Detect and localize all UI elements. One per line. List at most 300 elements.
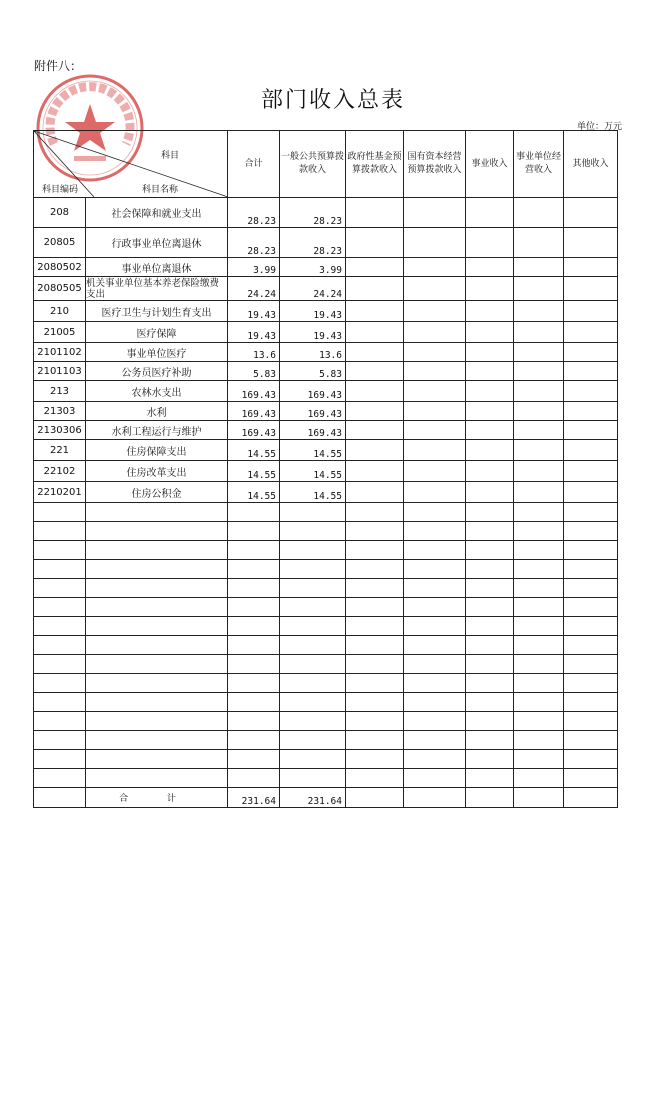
- empty-cell: [280, 750, 346, 769]
- empty-cell: [404, 522, 466, 541]
- empty-cell: [34, 731, 86, 750]
- empty-cell: [346, 712, 404, 731]
- empty-cell: [34, 769, 86, 788]
- total-amount-cell: 169.43: [228, 402, 280, 421]
- empty-cell: [228, 750, 280, 769]
- empty-cell: [404, 198, 466, 228]
- empty-table-row: [34, 674, 618, 693]
- empty-cell: [34, 503, 86, 522]
- empty-cell: [514, 343, 564, 362]
- general-budget-amount-cell: 19.43: [280, 301, 346, 322]
- empty-cell: [466, 579, 514, 598]
- empty-cell: [34, 693, 86, 712]
- business-income-header: 事业收入: [466, 131, 514, 198]
- table-row: [34, 421, 618, 440]
- empty-cell: [86, 579, 228, 598]
- subject-name-cell: 机关事业单位基本养老保险缴费支出: [86, 277, 228, 301]
- income-summary-table: [33, 130, 618, 808]
- empty-cell: [564, 750, 618, 769]
- empty-cell: [564, 381, 618, 402]
- empty-table-row: [34, 655, 618, 674]
- empty-cell: [404, 381, 466, 402]
- empty-cell: [86, 693, 228, 712]
- general-budget-amount-cell: 24.24: [280, 277, 346, 301]
- empty-cell: [564, 522, 618, 541]
- subject-name-cell: 住房公积金: [86, 482, 228, 503]
- empty-cell: [228, 541, 280, 560]
- empty-cell: [466, 712, 514, 731]
- empty-cell: [346, 421, 404, 440]
- total-amount-cell: 24.24: [228, 277, 280, 301]
- empty-cell: [466, 362, 514, 381]
- empty-cell: [514, 277, 564, 301]
- empty-cell: [346, 579, 404, 598]
- empty-cell: [34, 712, 86, 731]
- empty-cell: [280, 598, 346, 617]
- other-income-header: 其他收入: [564, 131, 618, 198]
- total-amount-cell: 14.55: [228, 440, 280, 461]
- empty-cell: [346, 461, 404, 482]
- empty-cell: [564, 636, 618, 655]
- empty-cell: [514, 750, 564, 769]
- empty-cell: [564, 482, 618, 503]
- empty-cell: [564, 322, 618, 343]
- general-budget-amount-cell: 5.83: [280, 362, 346, 381]
- empty-cell: [564, 503, 618, 522]
- empty-cell: [514, 788, 564, 808]
- empty-cell: [86, 655, 228, 674]
- empty-table-row: [34, 560, 618, 579]
- empty-cell: [86, 731, 228, 750]
- total-amount-cell: 5.83: [228, 362, 280, 381]
- empty-cell: [280, 560, 346, 579]
- subject-code-cell: 2080505: [34, 277, 86, 301]
- empty-cell: [346, 655, 404, 674]
- empty-cell: [466, 674, 514, 693]
- empty-cell: [514, 579, 564, 598]
- empty-cell: [404, 421, 466, 440]
- empty-cell: [34, 598, 86, 617]
- empty-cell: [466, 258, 514, 277]
- empty-cell: [404, 750, 466, 769]
- empty-cell: [564, 560, 618, 579]
- general-budget-amount-cell: 3.99: [280, 258, 346, 277]
- empty-cell: [564, 541, 618, 560]
- general-budget-amount-cell: 14.55: [280, 482, 346, 503]
- empty-cell: [346, 503, 404, 522]
- empty-cell: [34, 674, 86, 693]
- empty-cell: [404, 731, 466, 750]
- empty-cell: [346, 381, 404, 402]
- total-amount-cell: 28.23: [228, 198, 280, 228]
- empty-cell: [346, 277, 404, 301]
- empty-cell: [34, 560, 86, 579]
- empty-cell: [466, 402, 514, 421]
- page-title: 部门收入总表: [260, 88, 405, 113]
- general-budget-amount-cell: 28.23: [280, 198, 346, 228]
- table-row: [34, 482, 618, 503]
- empty-cell: [404, 655, 466, 674]
- empty-cell: [514, 598, 564, 617]
- empty-cell: [514, 228, 564, 258]
- empty-cell: [346, 788, 404, 808]
- total-amount-cell: 169.43: [228, 381, 280, 402]
- empty-cell: [228, 503, 280, 522]
- empty-cell: [346, 522, 404, 541]
- empty-cell: [466, 617, 514, 636]
- general-budget-amount-cell: 14.55: [280, 440, 346, 461]
- empty-cell: [514, 362, 564, 381]
- empty-table-row: [34, 712, 618, 731]
- empty-cell: [346, 440, 404, 461]
- empty-cell: [404, 228, 466, 258]
- table-row: [34, 301, 618, 322]
- empty-cell: [564, 693, 618, 712]
- empty-cell: [404, 693, 466, 712]
- empty-table-row: [34, 522, 618, 541]
- state-capital-header: 国有资本经营预算拨款收入: [404, 131, 466, 198]
- subject-code-cell: 20805: [34, 228, 86, 258]
- empty-cell: [564, 617, 618, 636]
- empty-cell: [346, 693, 404, 712]
- empty-cell: [346, 769, 404, 788]
- empty-cell: [466, 198, 514, 228]
- empty-cell: [514, 461, 564, 482]
- empty-cell: [404, 788, 466, 808]
- empty-cell: [404, 440, 466, 461]
- empty-cell: [86, 750, 228, 769]
- empty-table-row: [34, 541, 618, 560]
- total-amount-cell: 28.23: [228, 228, 280, 258]
- empty-cell: [514, 712, 564, 731]
- empty-cell: [466, 228, 514, 258]
- empty-cell: [514, 421, 564, 440]
- empty-cell: [564, 343, 618, 362]
- empty-cell: [564, 258, 618, 277]
- subject-code-cell: 2101103: [34, 362, 86, 381]
- empty-cell: [404, 402, 466, 421]
- table-row: [34, 343, 618, 362]
- empty-cell: [404, 769, 466, 788]
- general-budget-amount-cell: 13.6: [280, 343, 346, 362]
- table-row: [34, 198, 618, 228]
- general-budget-amount-cell: 19.43: [280, 322, 346, 343]
- empty-cell: [466, 440, 514, 461]
- empty-cell: [280, 579, 346, 598]
- empty-cell: [404, 343, 466, 362]
- empty-cell: [346, 560, 404, 579]
- empty-cell: [466, 560, 514, 579]
- empty-cell: [86, 617, 228, 636]
- table-row: [34, 402, 618, 421]
- subject-code-cell: 2130306: [34, 421, 86, 440]
- empty-cell: [86, 636, 228, 655]
- gov-fund-header: 政府性基金预算拨款收入: [346, 131, 404, 198]
- subject-name-cell: 住房改革支出: [86, 461, 228, 482]
- general-budget-amount-cell: 169.43: [280, 381, 346, 402]
- empty-cell: [564, 277, 618, 301]
- subject-header-cell: [34, 131, 228, 198]
- general-budget-amount-cell: 28.23: [280, 228, 346, 258]
- empty-cell: [280, 674, 346, 693]
- empty-cell: [86, 503, 228, 522]
- empty-cell: [346, 301, 404, 322]
- grand-general-total-cell: 231.64: [280, 788, 346, 808]
- empty-cell: [404, 301, 466, 322]
- empty-cell: [404, 560, 466, 579]
- total-header: 合计: [228, 131, 280, 198]
- total-amount-cell: 19.43: [228, 301, 280, 322]
- general-budget-amount-cell: 169.43: [280, 402, 346, 421]
- empty-cell: [346, 343, 404, 362]
- empty-cell: [228, 598, 280, 617]
- empty-cell: [466, 598, 514, 617]
- empty-cell: [514, 636, 564, 655]
- empty-cell: [228, 560, 280, 579]
- empty-cell: [404, 541, 466, 560]
- empty-cell: [404, 712, 466, 731]
- empty-cell: [564, 769, 618, 788]
- subject-code-cell: 2080502: [34, 258, 86, 277]
- total-amount-cell: 13.6: [228, 343, 280, 362]
- empty-cell: [466, 769, 514, 788]
- empty-cell: [346, 598, 404, 617]
- table-body: [34, 198, 618, 808]
- empty-cell: [228, 655, 280, 674]
- empty-cell: [564, 198, 618, 228]
- empty-cell: [514, 769, 564, 788]
- empty-cell: [466, 322, 514, 343]
- subject-name-cell: 水利: [86, 402, 228, 421]
- empty-cell: [346, 750, 404, 769]
- empty-cell: [466, 655, 514, 674]
- empty-table-row: [34, 636, 618, 655]
- empty-cell: [564, 402, 618, 421]
- empty-table-row: [34, 769, 618, 788]
- subject-name-cell: 住房保障支出: [86, 440, 228, 461]
- empty-cell: [514, 693, 564, 712]
- empty-cell: [280, 617, 346, 636]
- empty-cell: [514, 522, 564, 541]
- subject-name-cell: 公务员医疗补助: [86, 362, 228, 381]
- empty-cell: [404, 617, 466, 636]
- empty-cell: [34, 617, 86, 636]
- subject-name-cell: 医疗保障: [86, 322, 228, 343]
- empty-cell: [86, 522, 228, 541]
- empty-cell: [404, 362, 466, 381]
- empty-cell: [514, 322, 564, 343]
- empty-cell: [514, 655, 564, 674]
- empty-cell: [564, 655, 618, 674]
- table-row: [34, 362, 618, 381]
- empty-cell: [564, 598, 618, 617]
- empty-cell: [564, 712, 618, 731]
- empty-cell: [404, 503, 466, 522]
- empty-table-row: [34, 750, 618, 769]
- table-row: [34, 381, 618, 402]
- empty-cell: [404, 461, 466, 482]
- empty-cell: [466, 731, 514, 750]
- empty-cell: [346, 674, 404, 693]
- subject-name-cell: 水利工程运行与维护: [86, 421, 228, 440]
- empty-cell: [514, 402, 564, 421]
- empty-cell: [228, 731, 280, 750]
- empty-cell: [34, 541, 86, 560]
- empty-cell: [280, 636, 346, 655]
- table-row: [34, 461, 618, 482]
- business-unit-income-header: 事业单位经营收入: [514, 131, 564, 198]
- empty-table-row: [34, 579, 618, 598]
- empty-cell: [346, 731, 404, 750]
- empty-cell: [514, 301, 564, 322]
- empty-cell: [514, 440, 564, 461]
- empty-cell: [404, 674, 466, 693]
- empty-cell: [514, 560, 564, 579]
- empty-cell: [34, 750, 86, 769]
- general-budget-header: 一般公共预算拨款收入: [280, 131, 346, 198]
- empty-cell: [404, 482, 466, 503]
- empty-cell: [228, 617, 280, 636]
- empty-table-row: [34, 503, 618, 522]
- empty-cell: [346, 482, 404, 503]
- grand-total-cell: 231.64: [228, 788, 280, 808]
- empty-cell: [404, 258, 466, 277]
- total-amount-cell: 3.99: [228, 258, 280, 277]
- empty-cell: [404, 322, 466, 343]
- general-budget-amount-cell: 14.55: [280, 461, 346, 482]
- empty-cell: [280, 655, 346, 674]
- table-header-row: [34, 131, 618, 198]
- empty-table-row: [34, 731, 618, 750]
- empty-cell: [564, 228, 618, 258]
- empty-cell: [228, 769, 280, 788]
- empty-cell: [514, 198, 564, 228]
- empty-cell: [280, 712, 346, 731]
- subject-name-cell: 事业单位医疗: [86, 343, 228, 362]
- subject-name-cell: 事业单位离退休: [86, 258, 228, 277]
- subject-name-cell: 行政事业单位离退休: [86, 228, 228, 258]
- table-row: [34, 277, 618, 301]
- total-amount-cell: 169.43: [228, 421, 280, 440]
- empty-cell: [34, 788, 86, 808]
- empty-cell: [228, 693, 280, 712]
- empty-cell: [466, 421, 514, 440]
- subject-name-cell: 医疗卫生与计划生育支出: [86, 301, 228, 322]
- empty-cell: [228, 522, 280, 541]
- empty-cell: [564, 461, 618, 482]
- empty-cell: [346, 228, 404, 258]
- empty-cell: [86, 674, 228, 693]
- table-row: [34, 440, 618, 461]
- subject-code-cell: 210: [34, 301, 86, 322]
- empty-cell: [466, 693, 514, 712]
- empty-table-row: [34, 693, 618, 712]
- total-amount-cell: 19.43: [228, 322, 280, 343]
- empty-cell: [514, 617, 564, 636]
- empty-cell: [346, 362, 404, 381]
- total-amount-cell: 14.55: [228, 482, 280, 503]
- empty-cell: [564, 579, 618, 598]
- empty-cell: [514, 503, 564, 522]
- empty-cell: [466, 301, 514, 322]
- name-header: 科目名称: [142, 185, 179, 195]
- empty-cell: [466, 522, 514, 541]
- empty-cell: [466, 381, 514, 402]
- empty-cell: [466, 343, 514, 362]
- empty-cell: [514, 482, 564, 503]
- empty-cell: [466, 461, 514, 482]
- empty-cell: [228, 712, 280, 731]
- table-row: [34, 258, 618, 277]
- empty-cell: [404, 277, 466, 301]
- empty-cell: [280, 522, 346, 541]
- empty-cell: [466, 788, 514, 808]
- empty-cell: [280, 693, 346, 712]
- empty-cell: [280, 769, 346, 788]
- empty-cell: [514, 674, 564, 693]
- empty-cell: [346, 617, 404, 636]
- empty-cell: [564, 731, 618, 750]
- total-amount-cell: 14.55: [228, 461, 280, 482]
- empty-cell: [228, 674, 280, 693]
- empty-cell: [346, 322, 404, 343]
- empty-cell: [404, 579, 466, 598]
- empty-table-row: [34, 617, 618, 636]
- empty-cell: [466, 503, 514, 522]
- empty-cell: [466, 636, 514, 655]
- empty-cell: [34, 636, 86, 655]
- empty-table-row: [34, 598, 618, 617]
- empty-cell: [346, 636, 404, 655]
- empty-cell: [228, 636, 280, 655]
- subject-label: 科目: [160, 151, 179, 161]
- empty-cell: [346, 541, 404, 560]
- empty-cell: [280, 541, 346, 560]
- empty-cell: [86, 541, 228, 560]
- subject-code-cell: 213: [34, 381, 86, 402]
- attachment-label: 附件八：: [34, 59, 83, 73]
- subject-code-cell: 2101102: [34, 343, 86, 362]
- code-header: 科目编码: [42, 185, 79, 195]
- subject-code-cell: 208: [34, 198, 86, 228]
- subject-name-cell: 农林水支出: [86, 381, 228, 402]
- empty-cell: [34, 579, 86, 598]
- empty-cell: [564, 788, 618, 808]
- empty-cell: [466, 750, 514, 769]
- empty-cell: [280, 731, 346, 750]
- empty-cell: [86, 769, 228, 788]
- empty-cell: [514, 731, 564, 750]
- empty-cell: [34, 522, 86, 541]
- subject-code-cell: 221: [34, 440, 86, 461]
- empty-cell: [86, 598, 228, 617]
- empty-cell: [466, 277, 514, 301]
- empty-cell: [466, 482, 514, 503]
- empty-cell: [228, 579, 280, 598]
- empty-cell: [564, 421, 618, 440]
- total-label-cell: 合 计: [86, 788, 228, 808]
- empty-cell: [346, 258, 404, 277]
- empty-cell: [564, 301, 618, 322]
- general-budget-amount-cell: 169.43: [280, 421, 346, 440]
- empty-cell: [564, 362, 618, 381]
- subject-name-cell: 社会保障和就业支出: [86, 198, 228, 228]
- table-row: [34, 322, 618, 343]
- empty-cell: [280, 503, 346, 522]
- subject-code-cell: 2210201: [34, 482, 86, 503]
- empty-cell: [404, 598, 466, 617]
- empty-cell: [564, 674, 618, 693]
